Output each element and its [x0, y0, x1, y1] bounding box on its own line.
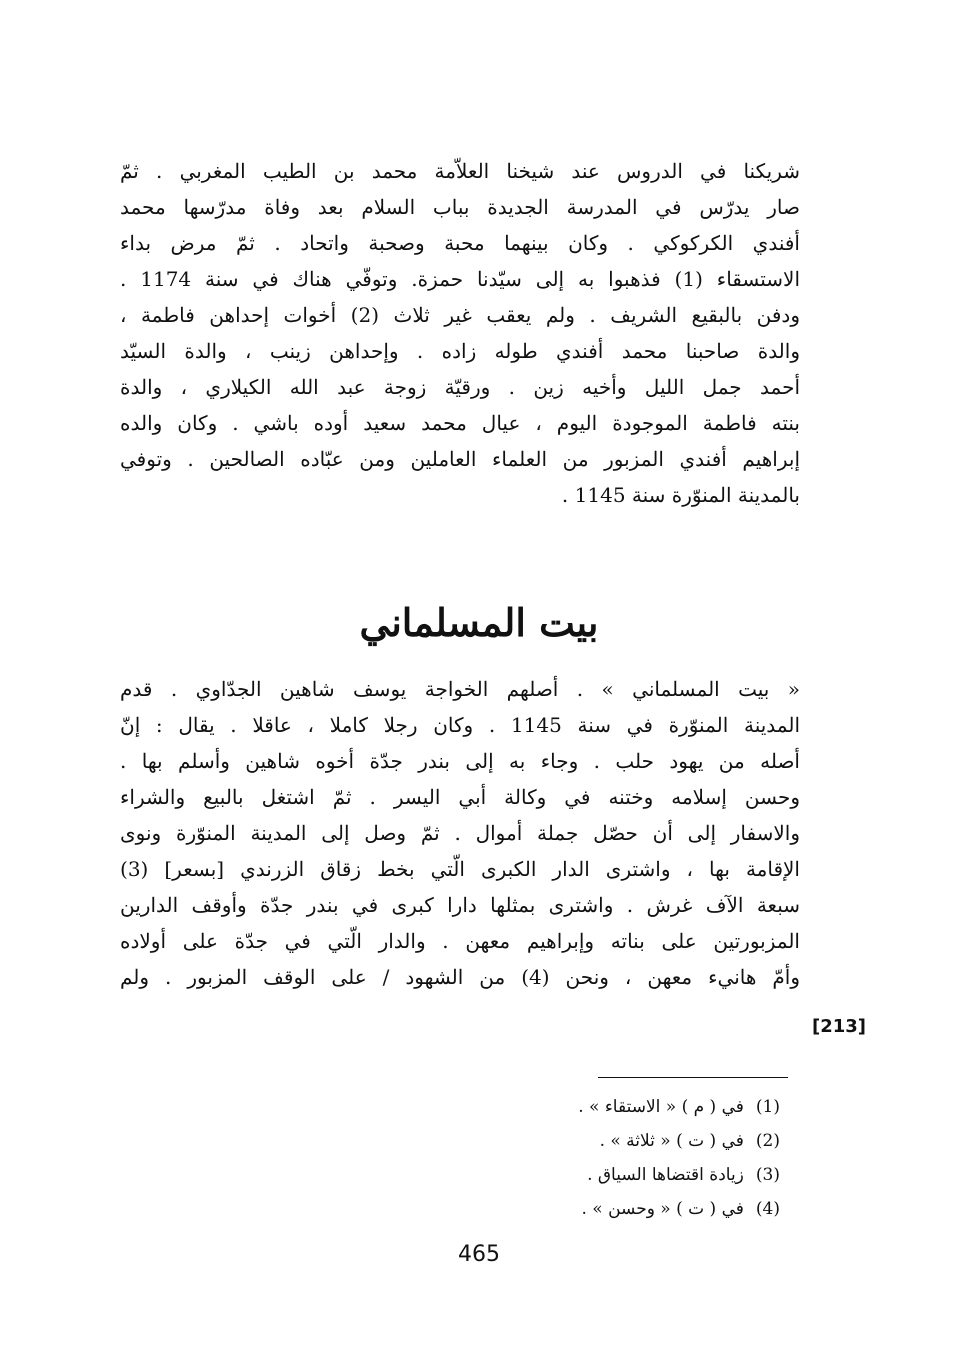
footnote-divider	[598, 1077, 788, 1078]
margin-page-reference: [213]	[812, 1016, 867, 1037]
text-line: شريكنا في الدروس عند شيخنا العلاّمة محمد بن الطيب المغربي . ثمّ	[120, 159, 800, 183]
footnote-item	[420, 1090, 780, 1124]
body-paragraph-2	[120, 671, 800, 995]
text-line: ودفن بالبقيع الشريف . ولم يعقب غير ثلاث (2) أخوات إحداهن فاطمة ،	[120, 303, 800, 327]
footnote-number: (2)	[755, 1131, 780, 1151]
text-line: صار يدرّس في المدرسة الجديدة بباب السلام بعد وفاة مدرّسها محمد	[120, 195, 800, 219]
footnote-text: في ( م ) « الاستقاء » .	[578, 1097, 744, 1117]
text-line: بنته فاطمة الموجودة اليوم ، عيال محمد سعيد أوده باشي . وكان والده	[120, 411, 800, 435]
footnote-text: في ( ت ) « وحسن » .	[581, 1199, 744, 1219]
footnote-text: في ( ت ) « ثلاثة » .	[599, 1131, 744, 1151]
text-line: المزبورتين على بناته وإبراهيم معهن . والدار الّتي في جدّة على أولاده	[120, 929, 800, 953]
text-line-last: بالمدينة المنوّرة سنة 1145 .	[561, 483, 800, 507]
footnote-text: زيادة اقتضاها السياق .	[587, 1165, 744, 1185]
text-line: وحسن إسلامه وختنه في وكالة أبي اليسر . ثمّ اشتغل بالبيع والشراء	[120, 785, 800, 809]
text-line: وأمّ هانيء معهن ، ونحن (4) من الشهود / على الوقف المزبور . ولم	[120, 965, 800, 989]
text-line: المدينة المنوّرة في سنة 1145 . وكان رجلا كاملا ، عاقلا . يقال : إنّ	[120, 713, 800, 737]
text-line: الاستسقاء (1) فذهبوا به إلى سيّدنا حمزة. وتوفّي هناك في سنة 1174 .	[120, 267, 800, 291]
section-title: بيت المسلماني	[359, 600, 599, 645]
body-paragraph-1	[120, 153, 800, 513]
page-number: 465	[458, 1242, 500, 1267]
footnote-number: (4)	[755, 1199, 780, 1219]
text-line: أصله من يهود حلب . وجاء به إلى بندر جدّة أخوه شاهين وأسلم بها .	[120, 749, 800, 773]
footnote-item	[420, 1192, 780, 1226]
footnote-number: (1)	[755, 1097, 780, 1117]
text-line: الإقامة بها ، واشترى الدار الكبرى الّتي بخط زقاق الزرندي [بسعر] (3)	[120, 857, 800, 881]
footnote-item	[420, 1158, 780, 1192]
text-line: سبعة الآف غرش . واشترى بمثلها دارا كبرى في بندر جدّة وأوقف الدارين	[120, 893, 800, 917]
text-line: « بيت المسلماني » . أصلهم الخواجة يوسف شاهين الجدّاوي . قدم	[120, 677, 800, 701]
text-line: أفندي الكركوكي . وكان بينهما محبة وصحبة واتحاد . ثمّ مرض بداء	[120, 231, 800, 255]
footnote-item	[420, 1124, 780, 1158]
footnotes	[420, 1090, 780, 1226]
text-line: إبراهيم أفندي المزبور من العلماء العاملين ومن عبّاده الصالحين . وتوفي	[120, 447, 800, 471]
text-line: أحمد جمل الليل وأخيه زين . ورقيّة زوجة عبد الله الكيلاري ، والدة	[120, 375, 800, 399]
footnote-number: (3)	[755, 1165, 780, 1185]
text-line: والاسفار إلى أن حصّل جملة أموال . ثمّ وصل إلى المدينة المنوّرة ونوى	[120, 821, 800, 845]
text-line: والدة صاحبنا محمد أفندي طوله زاده . وإحداهن زينب ، والدة السيّد	[120, 339, 800, 363]
